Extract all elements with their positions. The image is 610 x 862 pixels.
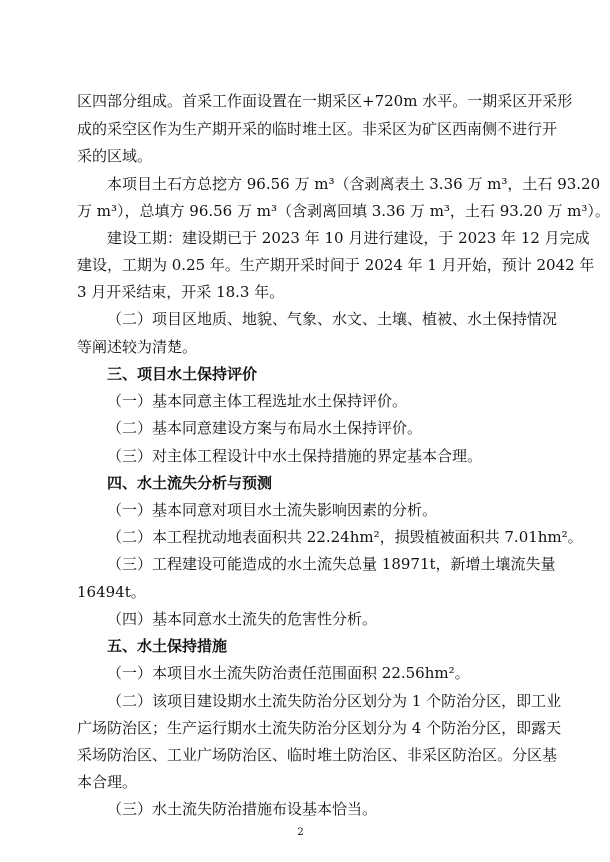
section-heading: 三、项目水土保持评价 — [107, 365, 258, 383]
text-line: （二）项目区地质、地貌、气象、水文、土壤、植被、水土保持情况 — [107, 310, 558, 328]
text-line: （一）基本同意对项目水土流失影响因素的分析。 — [107, 501, 438, 519]
page-number: 2 — [297, 827, 304, 838]
text-line: （二）本工程扰动地表面积共 22.24hm²，损毁植被面积共 7.01hm²。 — [107, 528, 583, 546]
text-line: 3 月开采结束，开采 18.3 年。 — [77, 283, 285, 301]
text-line: （一）本项目水土流失防治责任范围面积 22.56hm²。 — [107, 664, 470, 682]
text-line: 成的采空区作为生产期开采的临时堆土区。非采区为矿区西南侧不进行开 — [77, 120, 558, 138]
text-line: 广场防治区；生产运行期水土流失防治分区划分为 4 个防治分区，即露天 — [77, 719, 562, 737]
text-line: （四）基本同意水土流失的危害性分析。 — [107, 610, 378, 628]
text-line: （三）对主体工程设计中水土保持措施的界定基本合理。 — [107, 447, 483, 465]
text-line: （二）该项目建设期水土流失防治分区划分为 1 个防治分区，即工业 — [107, 692, 562, 710]
text-line: 等阐述较为清楚。 — [77, 338, 198, 356]
text-line: 建设工期：建设期已于 2023 年 10 月进行建设，于 2023 年 12 月完成 — [107, 229, 590, 247]
text-line: （二）基本同意建设方案与布局水土保持评价。 — [107, 419, 423, 437]
text-line: （三）水土流失防治措施布设基本恰当。 — [107, 800, 378, 818]
text-line: 区四部分组成。首采工作面设置在一期采区+720m 水平。一期采区开采形 — [77, 92, 573, 110]
section-heading: 五、水土保持措施 — [107, 637, 228, 655]
text-line: 采的区域。 — [77, 147, 153, 165]
text-line: 16494t。 — [77, 583, 146, 601]
text-line: （三）工程建设可能造成的水土流失总量 18971t，新增土壤流失量 — [107, 555, 556, 573]
text-line: 万 m³），总填方 96.56 万 m³（含剥离回填 3.36 万 m³，土石 93.20 万 m³）。 — [77, 202, 610, 220]
text-line: 本项目土石方总挖方 96.56 万 m³（含剥离表土 3.36 万 m³，土石 93.20 — [107, 175, 601, 193]
text-line: （一）基本同意主体工程选址水土保持评价。 — [107, 392, 408, 410]
text-line: 采场防治区、工业广场防治区、临时堆土防治区、非采区防治区。分区基 — [77, 746, 558, 764]
text-line: 本合理。 — [77, 773, 138, 791]
text-line: 建设，工期为 0.25 年。生产期开采时间于 2024 年 1 月开始，预计 2042 年 — [77, 256, 595, 274]
section-heading: 四、水土流失分析与预测 — [107, 474, 273, 492]
